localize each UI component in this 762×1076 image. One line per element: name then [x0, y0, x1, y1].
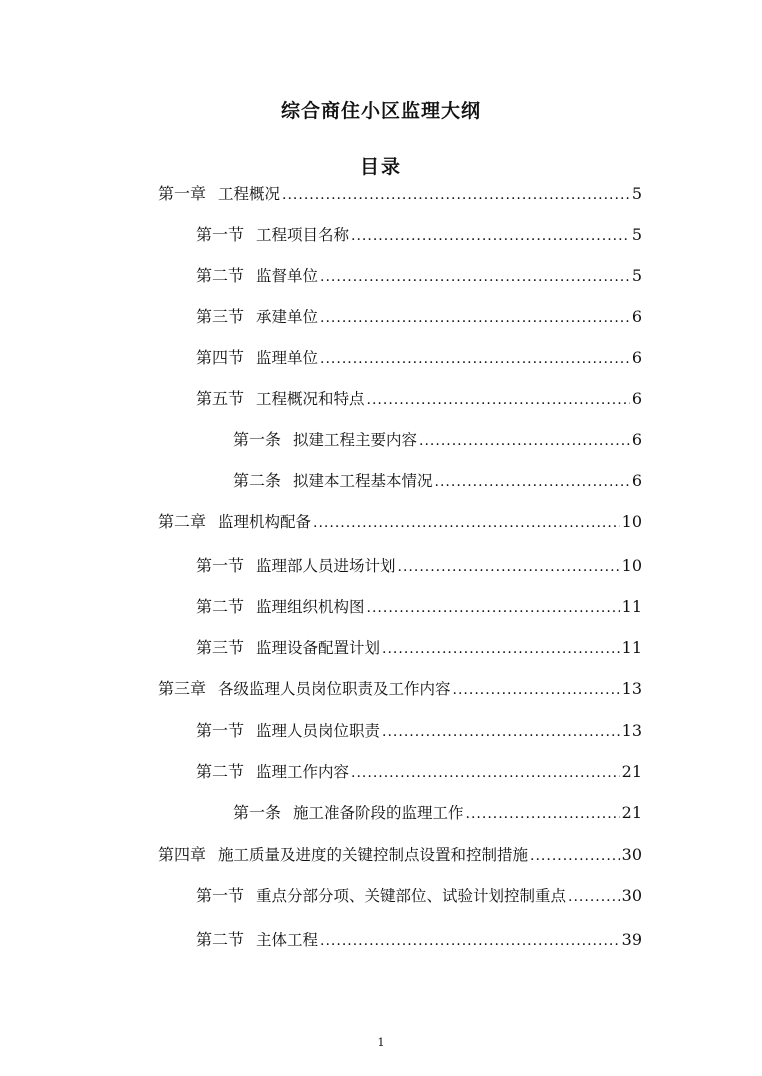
- toc-entry-article[interactable]: [233, 469, 642, 493]
- toc-entry-section[interactable]: [196, 928, 642, 952]
- toc-entry-page: 5: [631, 225, 642, 244]
- toc-entry-number: 第五节: [196, 389, 245, 408]
- toc-entry-page: 6: [631, 348, 642, 367]
- toc-entry-number: 第二节: [196, 930, 245, 949]
- toc-entry-title: 施工准备阶段的监理工作: [293, 804, 464, 822]
- toc-entry-number: 第二节: [196, 597, 245, 616]
- toc-entry-title: 拟建本工程基本情况: [293, 472, 433, 490]
- toc-entry-page: 30: [621, 845, 642, 864]
- toc-entry-page: 21: [621, 803, 642, 822]
- toc-entry-page: 6: [631, 430, 642, 449]
- toc-leader-dots: [351, 761, 620, 785]
- toc-entry-page: 6: [631, 307, 642, 326]
- toc-leader-dots: [367, 388, 630, 412]
- toc-entry-number: 第三章: [158, 679, 207, 698]
- toc-entry-title: 监理设备配置计划: [256, 639, 381, 657]
- toc-entry-title: 监督单位: [256, 267, 319, 285]
- toc-entry-page: 5: [631, 266, 642, 285]
- toc-entry-section[interactable]: [196, 346, 642, 370]
- toc-entry-title: 监理部人员进场计划: [256, 557, 396, 575]
- toc-entry-title: 各级监理人员岗位职责及工作内容: [218, 680, 451, 698]
- toc-entry-page: 13: [621, 679, 642, 698]
- toc-entry-section[interactable]: [196, 264, 642, 288]
- toc-leader-dots: [367, 596, 620, 620]
- toc-entry-title: 主体工程: [256, 931, 319, 949]
- toc-entry-title: 监理机构配备: [218, 513, 312, 531]
- toc-entry-section[interactable]: [196, 554, 642, 578]
- toc-entry-page: 30: [621, 886, 642, 905]
- toc-entry-title: 工程项目名称: [256, 226, 350, 244]
- toc-leader-dots: [466, 802, 620, 826]
- toc-entry-number: 第一节: [196, 556, 245, 575]
- toc-leader-dots: [398, 555, 620, 579]
- toc-entry-chapter[interactable]: [158, 182, 642, 206]
- toc-entry-number: 第一条: [233, 430, 282, 449]
- toc-entry-number: 第二条: [233, 471, 282, 490]
- toc-entry-title: 工程概况和特点: [256, 390, 365, 408]
- toc-leader-dots: [320, 265, 630, 289]
- toc-entry-page: 11: [621, 638, 642, 657]
- toc-leader-dots: [568, 885, 620, 909]
- toc-entry-article[interactable]: [233, 428, 642, 452]
- toc-leader-dots: [320, 306, 630, 330]
- toc-entry-page: 10: [621, 512, 642, 531]
- toc-entry-page: 6: [631, 471, 642, 490]
- toc-entry-page: 39: [621, 930, 642, 949]
- toc-entry-section[interactable]: [196, 387, 642, 411]
- toc-entry-number: 第一节: [196, 721, 245, 740]
- toc-entry-section[interactable]: [196, 223, 642, 247]
- toc-entry-page: 21: [621, 762, 642, 781]
- toc-entry-number: 第三节: [196, 638, 245, 657]
- document-title: 综合商住小区监理大纲: [280, 100, 481, 122]
- toc-leader-dots: [453, 678, 620, 702]
- toc-entry-page: 10: [621, 556, 642, 575]
- toc-entry-section[interactable]: [196, 719, 642, 743]
- toc-entry-number: 第三节: [196, 307, 245, 326]
- toc-entry-title: 工程概况: [218, 185, 281, 203]
- toc-leader-dots: [351, 224, 630, 248]
- toc-entry-number: 第四节: [196, 348, 245, 367]
- page-number: 1: [377, 1036, 385, 1049]
- toc-entry-page: 5: [631, 184, 642, 203]
- toc-entry-number: 第四章: [158, 845, 207, 864]
- toc-entry-title: 重点分部分项、关键部位、试验计划控制重点: [256, 887, 567, 905]
- toc-leader-dots: [320, 347, 630, 371]
- toc-entry-number: 第二节: [196, 762, 245, 781]
- toc-entry-number: 第二节: [196, 266, 245, 285]
- toc-leader-dots: [313, 511, 620, 535]
- toc-entry-number: 第一条: [233, 803, 282, 822]
- toc-leader-dots: [382, 720, 620, 744]
- toc-leader-dots: [530, 844, 620, 868]
- toc-entry-title: 监理工作内容: [256, 763, 350, 781]
- toc-entry-title: 承建单位: [256, 308, 319, 326]
- toc-entry-title: 拟建工程主要内容: [293, 431, 418, 449]
- toc-leader-dots: [320, 929, 620, 953]
- toc-leader-dots: [419, 429, 630, 453]
- toc-entry-page: 11: [621, 597, 642, 616]
- toc-entry-page: 6: [631, 389, 642, 408]
- toc-entry-title: 施工质量及进度的关键控制点设置和控制措施: [218, 846, 529, 864]
- toc-leader-dots: [435, 470, 630, 494]
- toc-entry-title: 监理人员岗位职责: [256, 722, 381, 740]
- toc-entry-article[interactable]: [233, 801, 642, 825]
- toc-entry-section[interactable]: [196, 305, 642, 329]
- toc-entry-section[interactable]: [196, 636, 642, 660]
- toc-entry-chapter[interactable]: [158, 677, 642, 701]
- toc-heading: 目录: [359, 156, 402, 178]
- toc-entry-section[interactable]: [196, 884, 642, 908]
- toc-entry-number: 第一节: [196, 886, 245, 905]
- toc-entry-chapter[interactable]: [158, 510, 642, 534]
- toc-entry-title: 监理单位: [256, 349, 319, 367]
- toc-entry-number: 第二章: [158, 512, 207, 531]
- toc-entry-chapter[interactable]: [158, 843, 642, 867]
- toc-leader-dots: [282, 183, 630, 207]
- toc-entry-number: 第一节: [196, 225, 245, 244]
- toc-entry-title: 监理组织机构图: [256, 598, 365, 616]
- toc-entry-page: 13: [621, 721, 642, 740]
- toc-entry-section[interactable]: [196, 760, 642, 784]
- toc-entry-section[interactable]: [196, 595, 642, 619]
- toc-entry-number: 第一章: [158, 184, 207, 203]
- toc-leader-dots: [382, 637, 620, 661]
